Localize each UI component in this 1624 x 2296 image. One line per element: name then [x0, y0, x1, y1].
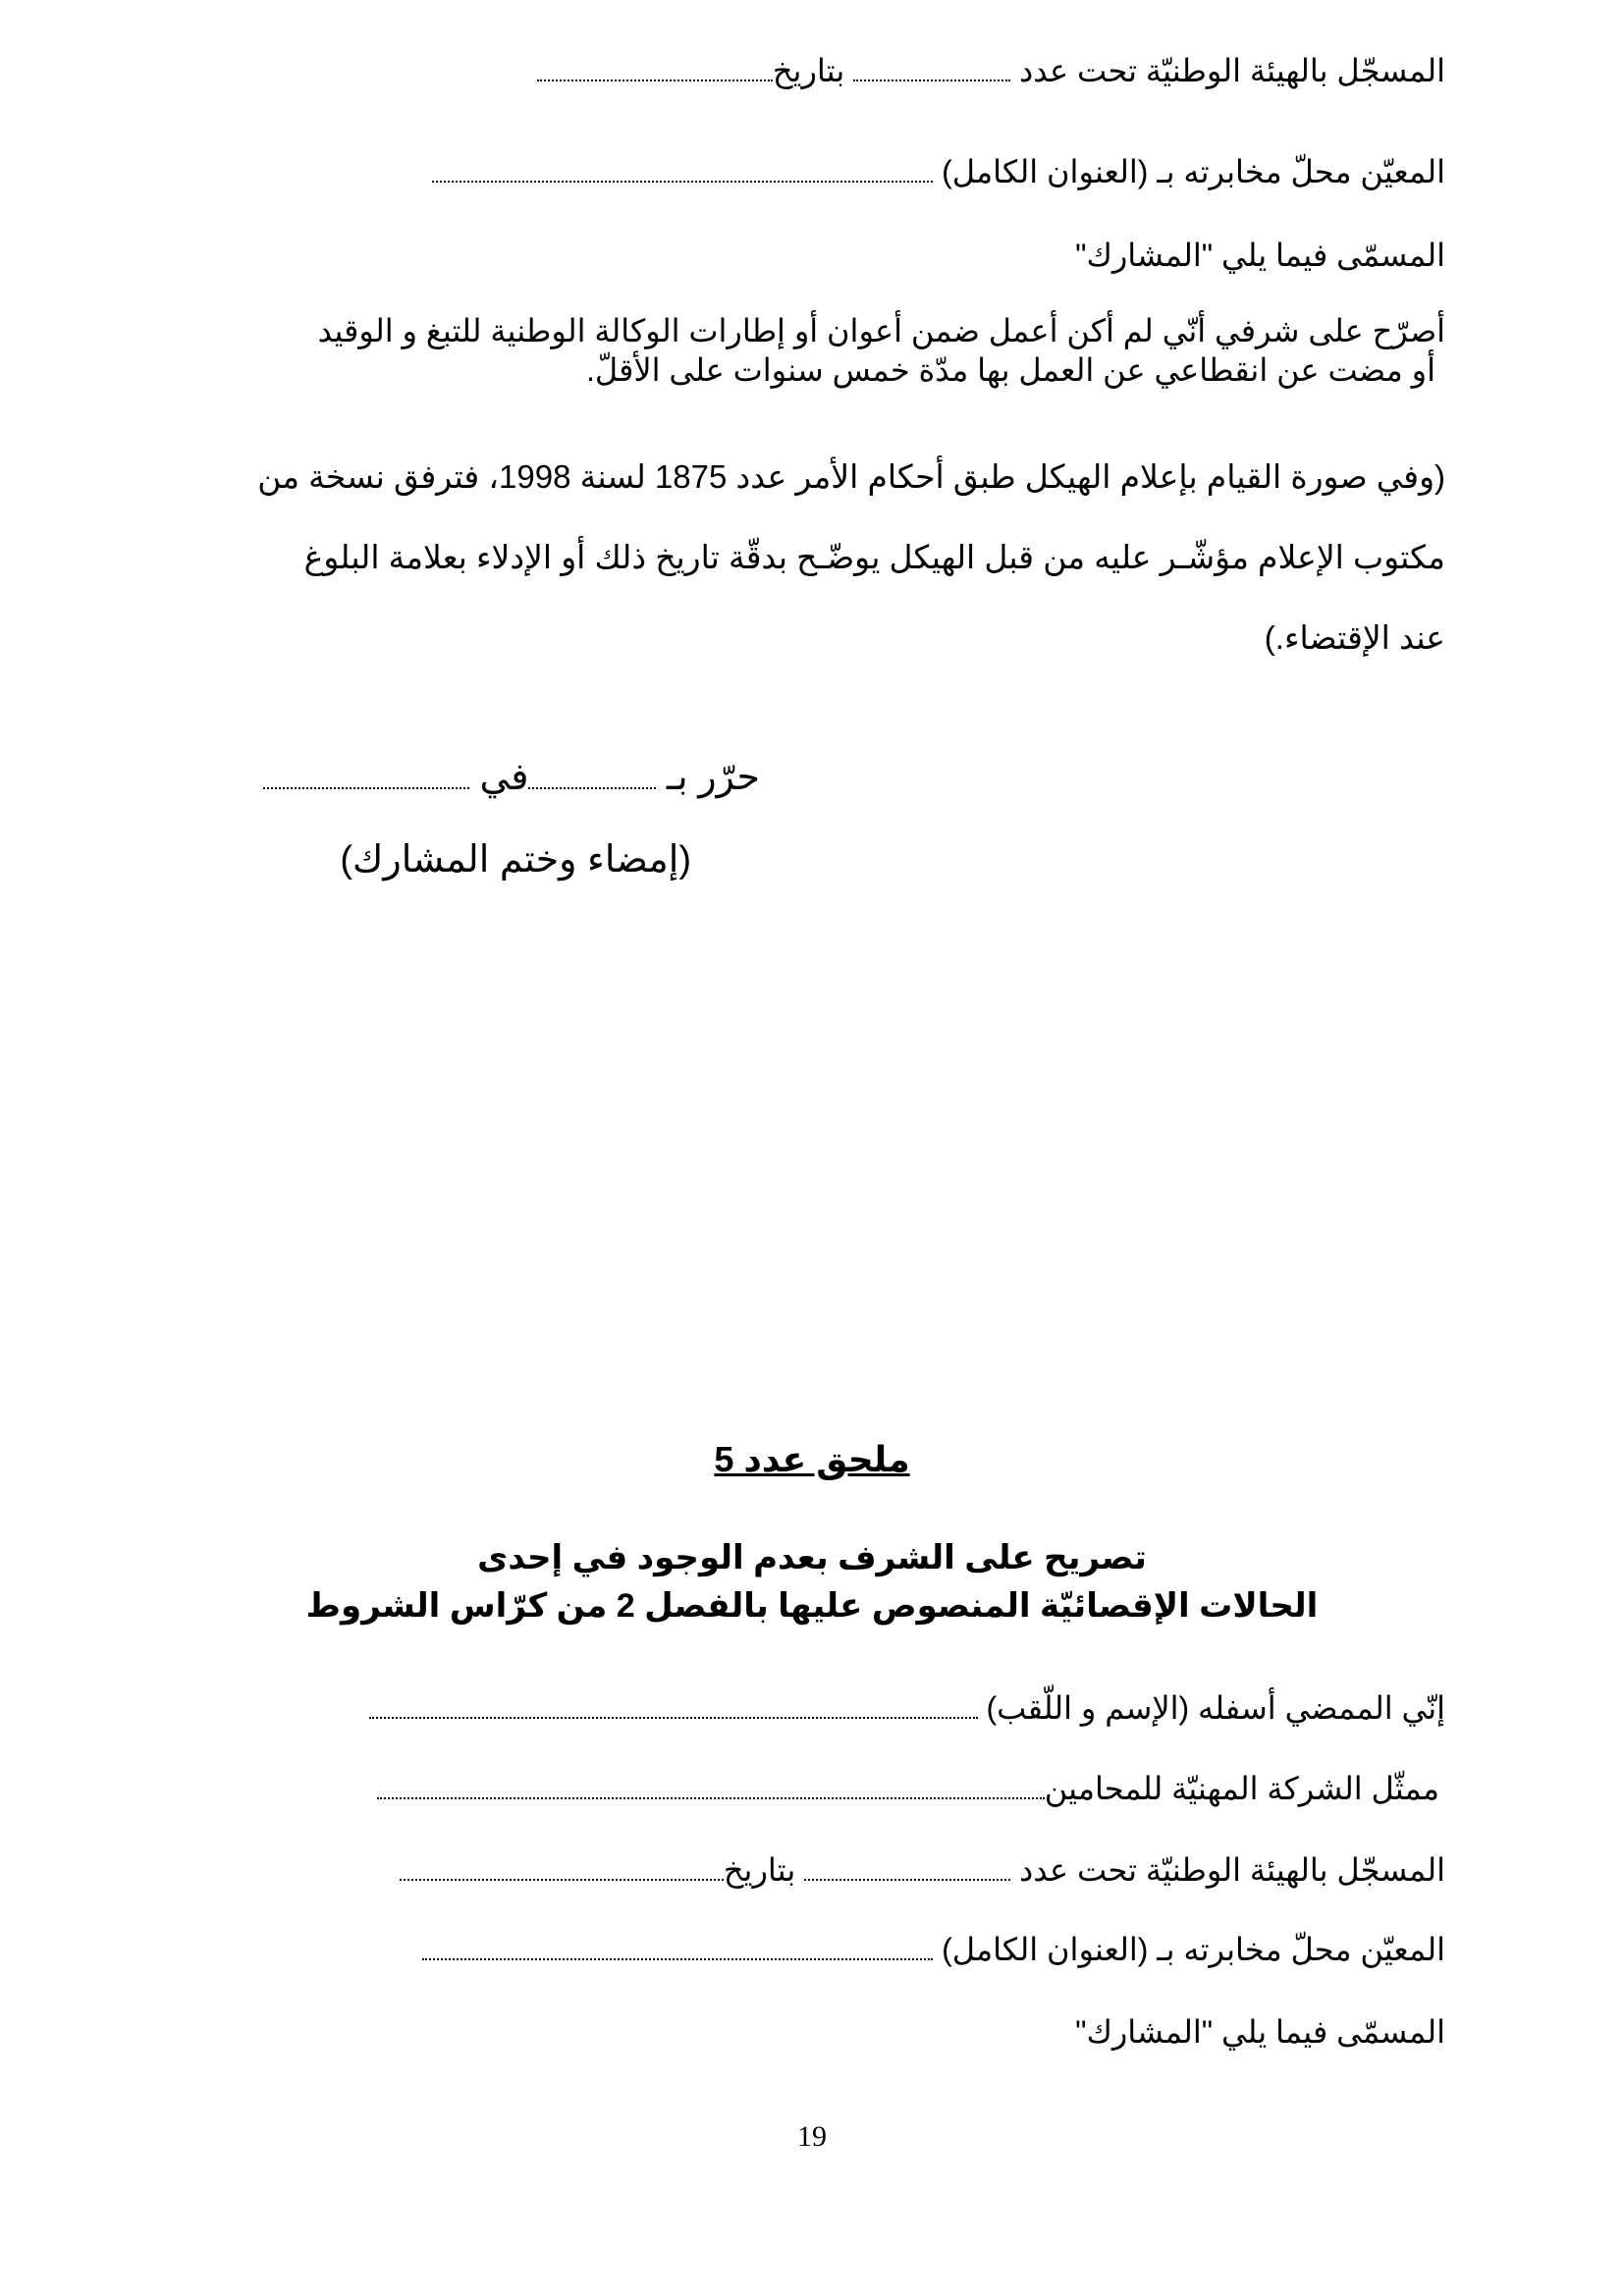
signatory-line — [369, 1688, 1445, 1728]
signature-caption: (إمضاء وختم المشارك) — [340, 839, 691, 881]
made-at-label: حرّر بـ — [666, 757, 760, 798]
annex-registration-label: المسجّل بالهيئة الوطنيّة تحت عدد — [1019, 1852, 1445, 1888]
address-blank — [432, 175, 933, 183]
declaration-line-2: أو مضت عن انقطاعي عن العمل بها مدّة خمس سنوات على الأقلّ. — [585, 352, 1435, 388]
annex-registration-date-blank — [400, 1873, 724, 1881]
notification-note — [179, 437, 1445, 678]
registration-number-blank — [853, 74, 1010, 81]
note-line-1: (وفي صورة القيام بإعلام الهيكل طبق أحكام الأمر عدد 1875 لسنة 1998، فترفق نسخة من — [257, 458, 1445, 495]
annex-address-label: المعيّن محلّ مخابرته بـ (العنوان الكامل) — [942, 1932, 1445, 1967]
representative-blank — [377, 1791, 1045, 1799]
annex-title: ملحق عدد 5 — [714, 1439, 910, 1479]
date-blank — [263, 781, 469, 789]
annex-heading-line-1: تصريح على الشرف بعدم الوجود في إحدى — [477, 1539, 1147, 1576]
annex-participant-line — [1075, 2012, 1445, 2052]
on-label: في — [479, 757, 529, 798]
address-label: المعيّن محلّ مخابرته بـ (العنوان الكامل) — [942, 154, 1445, 189]
signatory-name-label: إنّي الممضي أسفله (الإسم و اللّقب) — [986, 1690, 1445, 1726]
annex-participant-label: المسمّى فيما يلي "المشارك" — [1075, 2014, 1445, 2050]
note-line-3: عند الإقتضاء.) — [1264, 619, 1445, 656]
representative-label: ممثّل الشركة المهنيّة للمحامين — [1044, 1771, 1439, 1806]
annex-heading-line-2: الحالات الإقصائيّة المنصوص عليها بالفصل 2 من كرّاس الشروط — [305, 1587, 1319, 1625]
participant-line — [1075, 236, 1445, 275]
participant-label: المسمّى فيما يلي "المشارك" — [1075, 238, 1445, 273]
registration-label: المسجّل بالهيئة الوطنيّة تحت عدد — [1019, 53, 1445, 88]
declaration-line-1: أصرّح على شرفي أنّي لم أكن أعمل ضمن أعوان أو إطارات الوكالة الوطنية للتبغ و الوقيد — [317, 313, 1445, 348]
page-number: 19 — [797, 2120, 827, 2153]
made-at-line — [263, 754, 760, 801]
note-line-2: مكتوب الإعلام مؤشّـر عليه من قبل الهيكل يوضّـح بدقّة تاريخ ذلك أو الإدلاء بعلامة البلوغ — [303, 539, 1445, 575]
registration-date-label: بتاريخ — [772, 53, 845, 88]
registration-line — [537, 51, 1445, 90]
annex-registration-date-label: بتاريخ — [723, 1852, 796, 1888]
representative-line — [377, 1769, 1439, 1808]
address-line — [432, 152, 1445, 191]
declaration-paragraph — [179, 311, 1445, 390]
signatory-name-blank — [369, 1711, 978, 1719]
place-blank — [528, 781, 656, 789]
registration-date-blank — [537, 74, 773, 81]
annex-address-blank — [422, 1952, 933, 1960]
annex-address-line — [422, 1930, 1445, 1969]
annex-registration-line — [400, 1850, 1445, 1890]
annex-registration-number-blank — [804, 1873, 1010, 1881]
